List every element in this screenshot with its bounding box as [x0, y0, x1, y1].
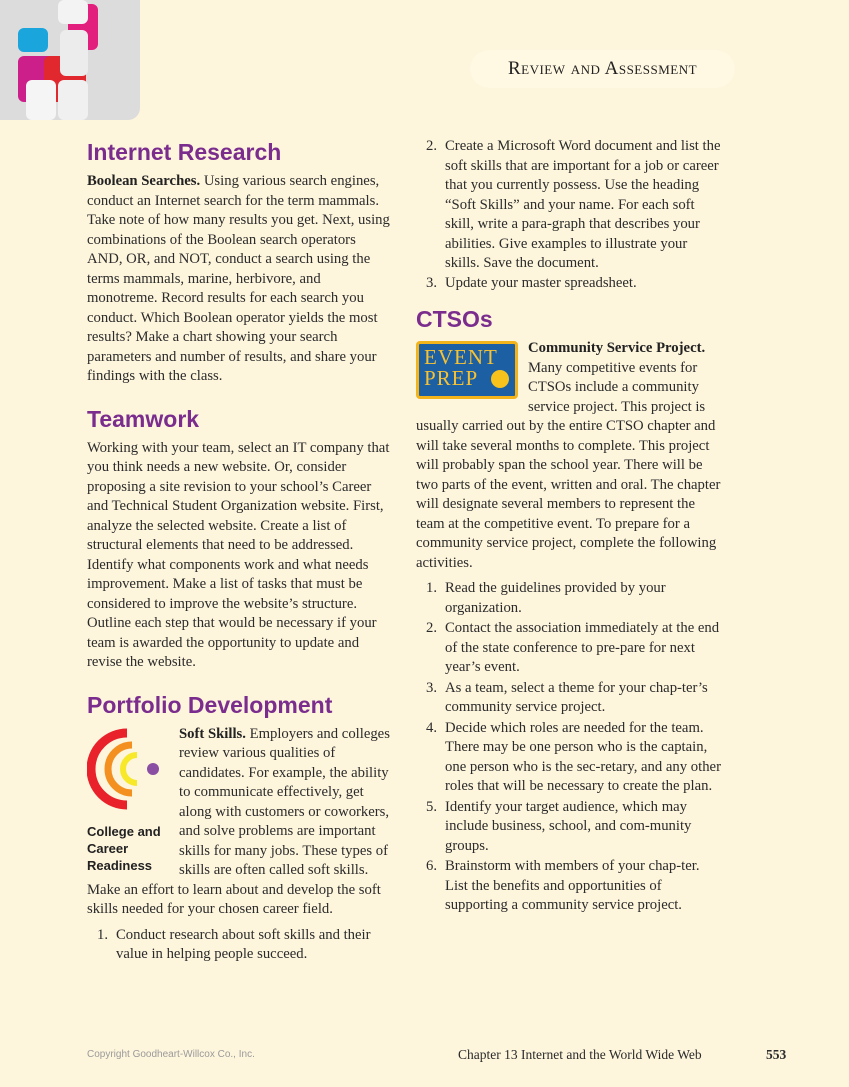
- list-item: 2. Contact the association immediately at the end of the state conference to pre-pare for next year’s event.: [426, 620, 720, 675]
- list-item: 1. Read the guidelines provided by your organization.: [426, 580, 666, 616]
- chapter-title: Chapter 13 Internet and the World Wide Web: [458, 1047, 702, 1062]
- page-number: 553: [766, 1047, 787, 1062]
- list-item: 3. As a team, select a theme for your chap-ter’s community service project.: [426, 679, 708, 715]
- teamwork-text: Working with your team, select an IT company that you think needs a new website. Or, consider proposing a site revision to your school’s Career and Technical Student Organization website. First, analyze the selected website. Create a list of structural elements that need to be addressed. Identify what components work and what needs improvement. Make a list of tasks that must be considered to improve the website’s structure. Outline each step that would be necessary if your team is awarded the opportunity to update and revise the website.: [87, 439, 390, 670]
- ctso-list: [416, 579, 721, 916]
- list-item: 4. Decide which roles are needed for the team. There may be one person who is the captain, one person who is the sec-retary, and any other roles that will be necessary to create the plan.: [426, 719, 721, 794]
- heading-internet-research: Internet Research: [87, 139, 282, 165]
- list-item: 5. Identify your target audience, which may include business, school, and com-munity groups.: [426, 798, 692, 854]
- heading-portfolio: Portfolio Development: [87, 691, 333, 718]
- event-prep-badge: EVENT PREP: [416, 341, 518, 399]
- right-column: [416, 137, 721, 916]
- list-item: 1. Conduct research about soft skills and their value in helping people succeed.: [97, 926, 371, 962]
- left-column: [87, 138, 392, 965]
- college-career-readiness-icon: College and Career Readiness: [87, 725, 173, 877]
- section-banner: Review and Assessment: [470, 50, 735, 88]
- portfolio-list-continued: [416, 137, 721, 293]
- copyright: Copyright Goodheart-Willcox Co., Inc.: [87, 1049, 255, 1060]
- list-item: 6. Brainstorm with members of your chap-ter. List the benefits and opportunities of supporting a community service project.: [426, 858, 700, 913]
- chapter-logo: [0, 0, 140, 120]
- internet-research-text: Boolean Searches. Using various search engines, conduct an Internet search for the term mammals. Take note of how many results you get. Next, using combinations of the Boolean search operators AND, OR, and NOT, conduct a search using the terms mammals, marine, herbivore, and monotreme. Record results for each search you conduct. Which Boolean operator yields the most results? Make a chart showing your search parameters and number of results, and share your findings with the class.: [87, 173, 390, 384]
- soft-skills-text: Soft Skills. Employers and colleges review various qualities of candidates. For example, the ability to communicate effectively, get along with customers or coworkers, and solve problems are important skills for many jobs. These types of skills are often called soft skills. Make an effort to learn about and develop the soft skills needed for your chosen career field.: [87, 725, 390, 917]
- list-item: 2. Create a Microsoft Word document and list the soft skills that are important for a job or career that you currently possess. Use the heading “Soft Skills” and your name. For each soft skill, write a para-graph that describes your abilities. Give examples to illustrate your skills. Save the document.: [426, 138, 721, 271]
- list-item: 3. Update your master spreadsheet.: [426, 274, 637, 291]
- heading-teamwork: Teamwork: [87, 405, 200, 432]
- portfolio-list: [87, 926, 392, 965]
- ctso-text: Community Service Project. Many competitive events for CTSOs include a community service project. This project is usually carried out by the entire CTSO chapter and will take several months to complete. This project will probably span the school year. There will be two parts of the event, written and oral. The chapter will designate several members to represent the team at the competitive event. To prepare for a community service project, complete the following activities.: [416, 340, 721, 571]
- heading-ctsos: CTSOs: [416, 306, 493, 332]
